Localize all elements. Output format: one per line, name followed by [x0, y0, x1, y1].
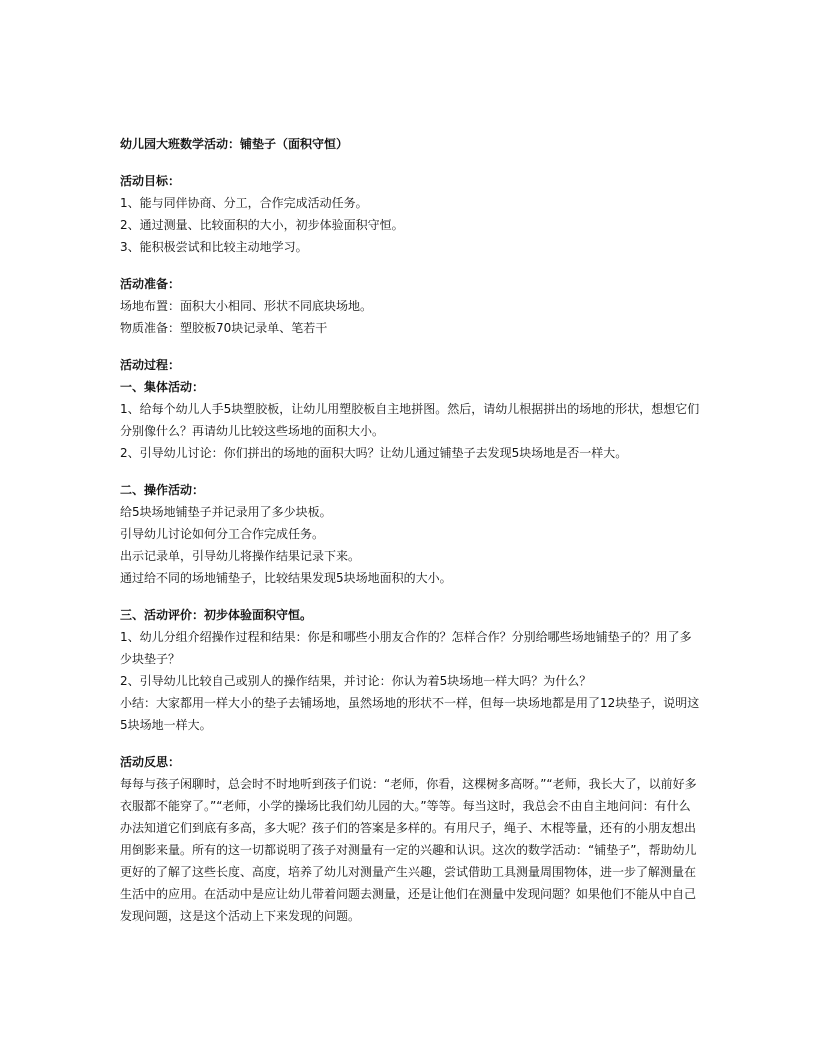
- prep-item: 物质准备：塑胶板70块记录单、笔若干: [120, 321, 328, 335]
- goal-item: 1、能与同伴协商、分工，合作完成活动任务。: [120, 196, 368, 210]
- part1-item: 2、引导幼儿讨论：你们拼出的场地的面积大吗？让幼儿通过铺垫子去发现5块场地是否一样大。: [120, 446, 628, 460]
- process-heading: 活动过程：: [120, 358, 181, 372]
- reflection-text: 每每与孩子闲聊时，总会时不时地听到孩子们说：“老师，你看，这棵树多高呀。”“老师，我长大了，以前好多衣服都不能穿了。”“老师，小学的操场比我们幼儿园的大。”等等。每当这时，我总会不由自主地问问：有什么办法知道它们到底有多高，多大呢？孩子们的答案是多样的。有用尺子，绳子、木棍等量，还有的小朋友想出用倒影来量。所有的这一切都说明了孩子对测量有一定的兴趣和认识。这次的数学活动：“铺垫子”，帮助幼儿更好的了解了这些长度、高度，培养了幼儿对测量产生兴趣，尝试借助工具测量周围物体，进一步了解测量在生活中的应用。在活动中是应让幼儿带着问题去测量，还是让他们在测量中发现问题？如果他们不能从中自己发现问题，这是这个活动上下来发现的问题。: [120, 777, 697, 923]
- part3-item: 2、引导幼儿比较自己或别人的操作结果，并讨论：你认为着5块场地一样大吗？为什么？: [120, 674, 592, 688]
- document-page: [120, 133, 700, 942]
- part3-item: 1、幼儿分组介绍操作过程和结果：你是和哪些小朋友合作的？怎样合作？分别给哪些场地铺垫子的？用了多少块垫子？: [120, 630, 692, 666]
- process-part3-section: [120, 604, 700, 736]
- goals-section: [120, 170, 700, 258]
- goal-item: 2、通过测量、比较面积的大小，初步体验面积守恒。: [120, 218, 404, 232]
- process-part2-section: [120, 479, 700, 589]
- goal-item: 3、能积极尝试和比较主动地学习。: [120, 240, 308, 254]
- part2-item: 通过给不同的场地铺垫子，比较结果发现5块场地面积的大小。: [120, 571, 452, 585]
- prep-heading: 活动准备：: [120, 277, 181, 291]
- part1-item: 1、给每个幼儿人手5块塑胶板，让幼儿用塑胶板自主地拼图。然后，请幼儿根据拼出的场地的形状，想想它们分别像什么？再请幼儿比较这些场地的面积大小。: [120, 402, 700, 438]
- reflection-section: [120, 751, 700, 927]
- prep-section: [120, 273, 700, 339]
- part2-item: 引导幼儿讨论如何分工合作完成任务。: [120, 527, 325, 541]
- goals-heading: 活动目标：: [120, 174, 181, 188]
- part2-item: 给5块场地铺垫子并记录用了多少块板。: [120, 505, 332, 519]
- part1-heading: 一、集体活动：: [120, 380, 205, 394]
- document-title: 幼儿园大班数学活动：铺垫子（面积守恒）: [120, 137, 349, 151]
- part3-summary: 小结：大家都用一样大小的垫子去铺场地，虽然场地的形状不一样，但每一块场地都是用了12块垫子，说明这5块场地一样大。: [120, 696, 700, 732]
- part2-heading: 二、操作活动：: [120, 483, 205, 497]
- part2-item: 出示记录单，引导幼儿将操作结果记录下来。: [120, 549, 361, 563]
- part3-heading: 三、活动评价：初步体验面积守恒。: [120, 608, 313, 622]
- process-part1-section: [120, 354, 700, 464]
- reflection-heading: 活动反思：: [120, 755, 181, 769]
- prep-item: 场地布置：面积大小相同、形状不同底块场地。: [120, 299, 373, 313]
